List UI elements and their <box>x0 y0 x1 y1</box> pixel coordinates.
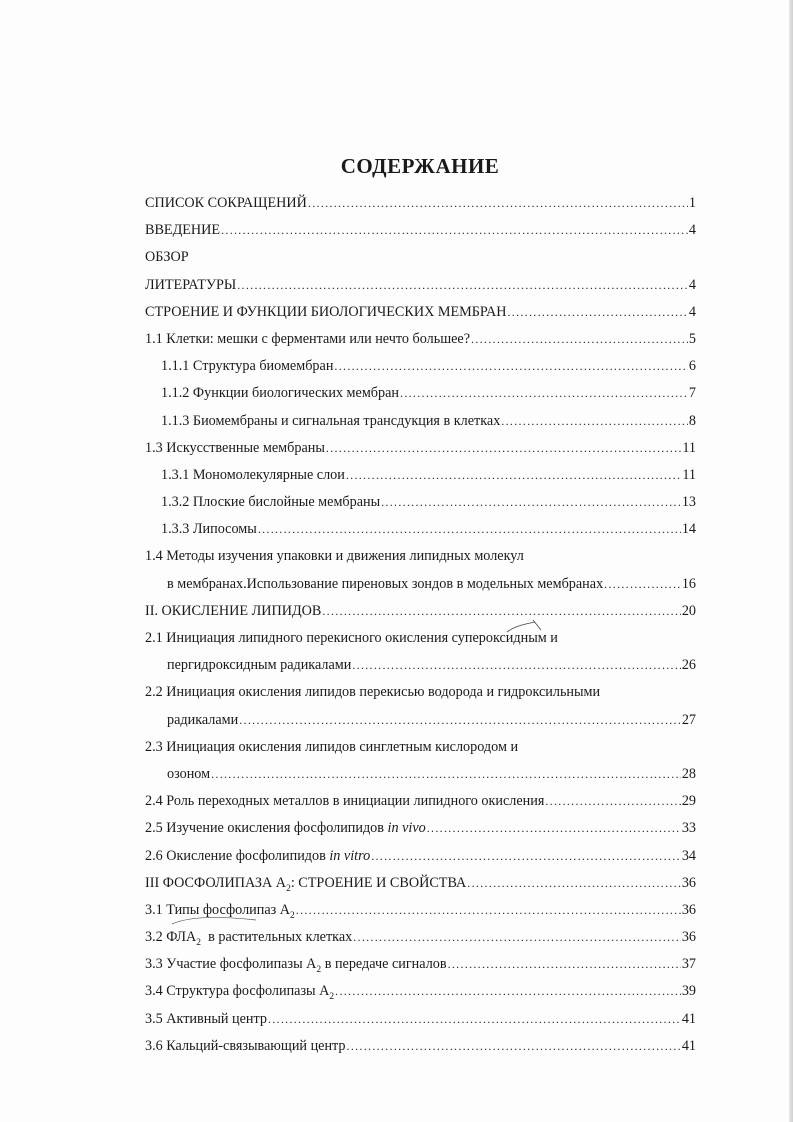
toc-leader <box>221 217 688 244</box>
subscript: 2 <box>286 883 291 894</box>
toc-entry-title: 1.3.2 Плоские бислойные мембраны <box>161 494 381 511</box>
toc-leader <box>346 462 681 489</box>
toc-entry-title: в мембранах.Использование пиреновых зондов в модельных мембранах <box>167 575 604 592</box>
toc-page-number: 29 <box>681 793 696 810</box>
toc-entry-title: 2.1 Инициация липидного перекисного окисления супероксидным и <box>145 630 558 646</box>
toc-page-number: 4 <box>688 276 696 293</box>
toc-page-number: 7 <box>688 385 696 402</box>
toc-page-number: 8 <box>688 412 696 429</box>
toc-entry-title: озоном <box>167 765 211 782</box>
toc-entry-continuation <box>145 571 696 598</box>
toc-leader <box>326 435 681 462</box>
toc-entry <box>145 951 696 978</box>
toc-page-number: 33 <box>681 820 696 837</box>
toc-entry <box>145 326 696 353</box>
italic-term: in vivo <box>387 820 426 837</box>
toc-page-number: 16 <box>681 575 696 592</box>
toc-entry-title: 1.1.1 Структура биомембран <box>161 358 334 375</box>
toc-leader <box>353 924 681 951</box>
subscript: 2 <box>196 937 202 948</box>
toc-entry-continuation <box>145 761 696 788</box>
toc-entry-title: 2.4 Роль переходных металлов в инициации липидного окисления <box>145 793 545 810</box>
toc-page-number: 14 <box>681 521 696 538</box>
toc-entry <box>145 516 696 543</box>
toc-leader <box>296 897 681 924</box>
toc-page-number: 41 <box>681 1037 696 1054</box>
toc-page-number: 39 <box>681 983 696 1000</box>
toc-entry-title: 3.4 Структура фосфолипазы $А_2$ <box>145 983 335 1003</box>
toc-entry-title: 1.1.2 Функции биологических мембран <box>161 385 400 402</box>
toc-entry-title: ВВЕДЕНИЕ <box>145 222 221 239</box>
toc-leader <box>211 761 681 788</box>
toc-entry-title: 1.1.3 Биомембраны и сигнальная трансдукция в клетках <box>161 412 501 429</box>
toc-entry-title: 1.3 Искусственные мембраны <box>145 439 325 456</box>
toc-leader <box>308 190 688 217</box>
toc-leader <box>371 843 681 870</box>
toc-entry <box>145 353 696 380</box>
toc-entry <box>145 380 696 407</box>
toc-leader <box>347 1033 681 1060</box>
toc-entry <box>145 462 696 489</box>
toc-leader <box>268 1006 681 1033</box>
toc-page-number: 41 <box>681 1010 696 1027</box>
toc-entry-title: СТРОЕНИЕ И ФУНКЦИИ БИОЛОГИЧЕСКИХ МЕМБРАН <box>145 303 507 320</box>
toc-page-number: 27 <box>681 711 696 728</box>
toc-leader <box>545 788 680 815</box>
toc-entry <box>145 244 696 271</box>
toc-leader <box>334 353 687 380</box>
subscript: 2 <box>329 992 335 1003</box>
subscript: 2 <box>290 910 295 921</box>
toc-entry <box>145 408 696 435</box>
toc-page-number: 1 <box>688 195 696 211</box>
toc-page-number: 5 <box>688 330 696 347</box>
toc-page-number: 13 <box>681 494 696 511</box>
toc-entry-title: 3.6 Кальций-связывающий центр <box>145 1037 346 1054</box>
toc-entry-title: 1.3.3 Липосомы <box>161 521 257 538</box>
toc-page-number: 37 <box>681 956 696 973</box>
subscript: 2 <box>316 965 322 976</box>
toc-entry <box>145 734 696 761</box>
toc-leader <box>604 571 681 598</box>
toc-entry-title: пергидроксидным радикалами <box>167 657 352 674</box>
toc-entry <box>145 815 696 842</box>
toc-page-number: 34 <box>681 847 696 864</box>
toc-entry <box>145 1033 696 1060</box>
toc-entry-title: 3.5 Активный центр <box>145 1010 267 1027</box>
toc-leader <box>448 951 681 978</box>
toc-leader <box>471 326 688 353</box>
toc-entry <box>145 870 696 897</box>
toc-entry <box>145 788 696 815</box>
toc-entry-title: СПИСОК СОКРАЩЕНИЙ <box>145 195 307 211</box>
toc-leader <box>400 380 688 407</box>
toc-entry <box>145 679 696 706</box>
pen-mark <box>170 912 260 930</box>
page-title: СОДЕРЖАНИЕ <box>340 154 500 178</box>
toc-entry <box>145 543 696 570</box>
toc-leader <box>258 516 681 543</box>
toc-page-number: 26 <box>681 657 696 674</box>
toc-entry <box>145 435 696 462</box>
toc-entry-title: радикалами <box>167 711 239 728</box>
toc-entry-title: 3.1 Типы фосфолипаз $А_2$ <box>145 901 295 921</box>
toc-leader <box>427 815 681 842</box>
toc-page-number: 11 <box>682 439 696 456</box>
toc-page-number: 6 <box>688 358 696 375</box>
toc-leader <box>239 707 681 734</box>
toc-leader <box>335 978 681 1005</box>
toc-entry-title: ЛИТЕРАТУРЫ <box>145 276 237 293</box>
toc-leader <box>507 299 687 326</box>
toc-leader <box>237 272 688 299</box>
toc-entry-title: 1.4 Методы изучения упаковки и движения липидных молекул <box>145 548 524 565</box>
toc-entry-title: 2.3 Инициация окисления липидов синглетным кислородом и <box>145 738 519 755</box>
toc-entry-continuation <box>145 707 696 734</box>
toc-leader <box>322 598 680 625</box>
toc-entry <box>145 217 696 244</box>
toc-page-number: 28 <box>681 765 696 782</box>
toc-entry <box>145 598 696 625</box>
toc-leader <box>381 489 681 516</box>
toc-entry-title: III ФОСФОЛИПАЗА $А_2$: СТРОЕНИЕ И СВОЙСТВА <box>145 874 467 894</box>
toc-entry <box>145 843 696 870</box>
toc-page-number: 11 <box>682 466 696 483</box>
toc-page-number: 4 <box>688 303 696 320</box>
toc-entry-title: 3.3 Участие фосфолипазы $А_2$ в передаче сигналов <box>145 956 447 976</box>
toc-entry-title: II. ОКИСЛЕНИЕ ЛИПИДОВ <box>145 602 322 619</box>
toc-entry-title: ОБЗОР <box>145 249 189 266</box>
toc-entry <box>145 190 696 217</box>
toc-entry-continuation <box>145 652 696 679</box>
italic-term: in vitro <box>329 847 371 864</box>
toc-entry-title: 1.1 Клетки: мешки с ферментами или нечто большее? <box>145 330 471 347</box>
toc-page-number: 4 <box>688 222 696 239</box>
pen-mark <box>505 618 545 638</box>
toc-entry-title: 3.2 $ФЛА_2$ в растительных клетках <box>145 929 353 948</box>
toc-leader <box>501 408 688 435</box>
toc-entry-title: 2.2 Инициация окисления липидов перекисью водорода и гидроксильными <box>145 684 601 701</box>
toc-entry <box>145 272 696 299</box>
toc-page-number: 36 <box>681 929 696 946</box>
toc-entry <box>145 489 696 516</box>
toc-entry-title: 1.3.1 Мономолекулярные слои <box>161 466 345 483</box>
toc-entry <box>145 978 696 1005</box>
toc-page-number: 20 <box>681 602 696 619</box>
toc-entry <box>145 1006 696 1033</box>
toc-page-number: 36 <box>681 901 696 918</box>
toc-entry-title: 2.6 Окисление фосфолипидов in vitro <box>145 847 371 864</box>
toc-entry <box>145 625 696 652</box>
toc-leader <box>352 652 680 679</box>
toc-leader <box>467 870 681 897</box>
toc-entry-title: 2.5 Изучение окисления фосфолипидов in vivo <box>145 820 426 837</box>
toc-page-number: 36 <box>681 874 696 891</box>
toc-entry <box>145 299 696 326</box>
